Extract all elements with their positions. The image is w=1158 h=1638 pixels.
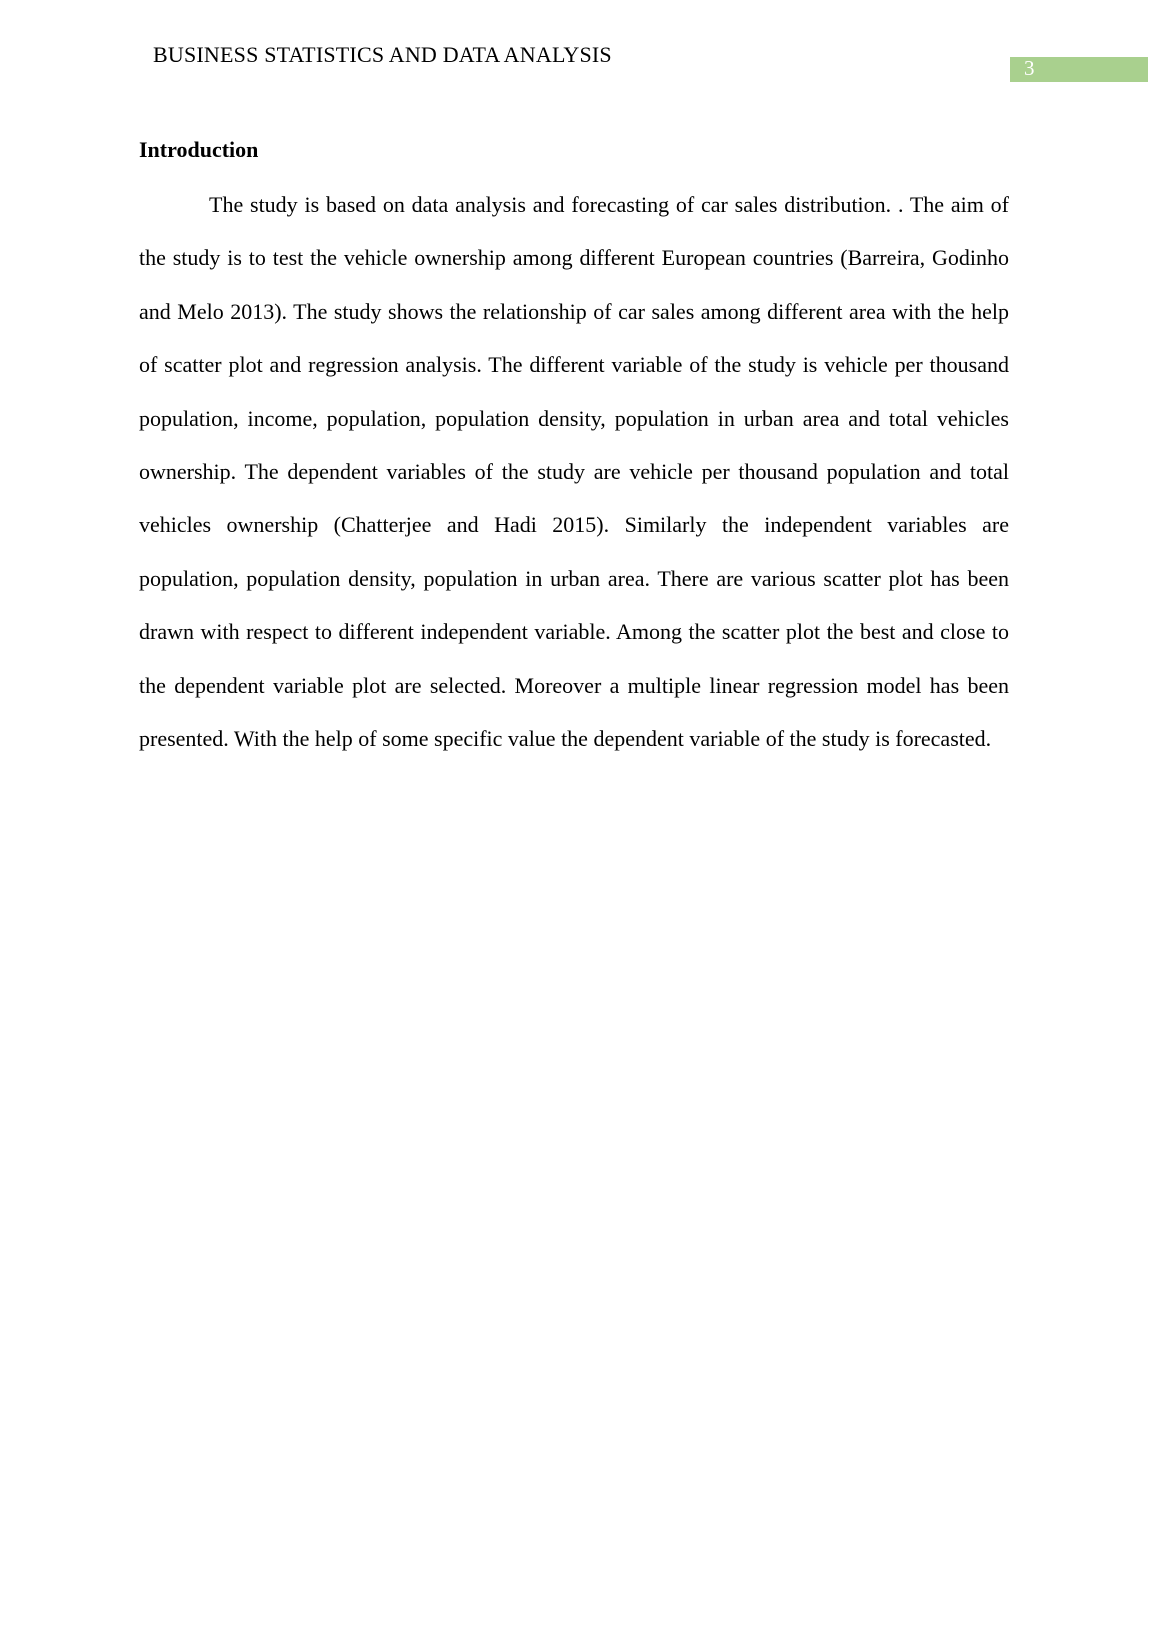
page-number: 3 — [1024, 56, 1035, 80]
page-number-box — [1010, 57, 1148, 82]
section-heading: Introduction — [139, 137, 259, 162]
running-head: BUSINESS STATISTICS AND DATA ANALYSIS — [153, 42, 612, 67]
intro-paragraph: The study is based on data analysis and forecasting of car sales distribution. . The aim of the study is to test the vehicle ownership among different European countries (Barreira, Godinho and Melo 2013). The study shows the relationship of car sales among different area with the help of scatter plot and regression analysis. The different variable of the study is vehicle per thousand population, income, population, population density, population in urban area and total vehicles ownership. The dependent variables of the study are vehicle per thousand population and total vehicles ownership (Chatterjee and Hadi 2015). Similarly the independent variables are population, population density, population in urban area. There are various scatter plot has been drawn with respect to different independent variable. Among the scatter plot the best and close to the dependent variable plot are selected. Moreover a multiple linear regression model has been presented. With the help of some specific value the dependent variable of the study is forecasted. — [139, 192, 1009, 752]
